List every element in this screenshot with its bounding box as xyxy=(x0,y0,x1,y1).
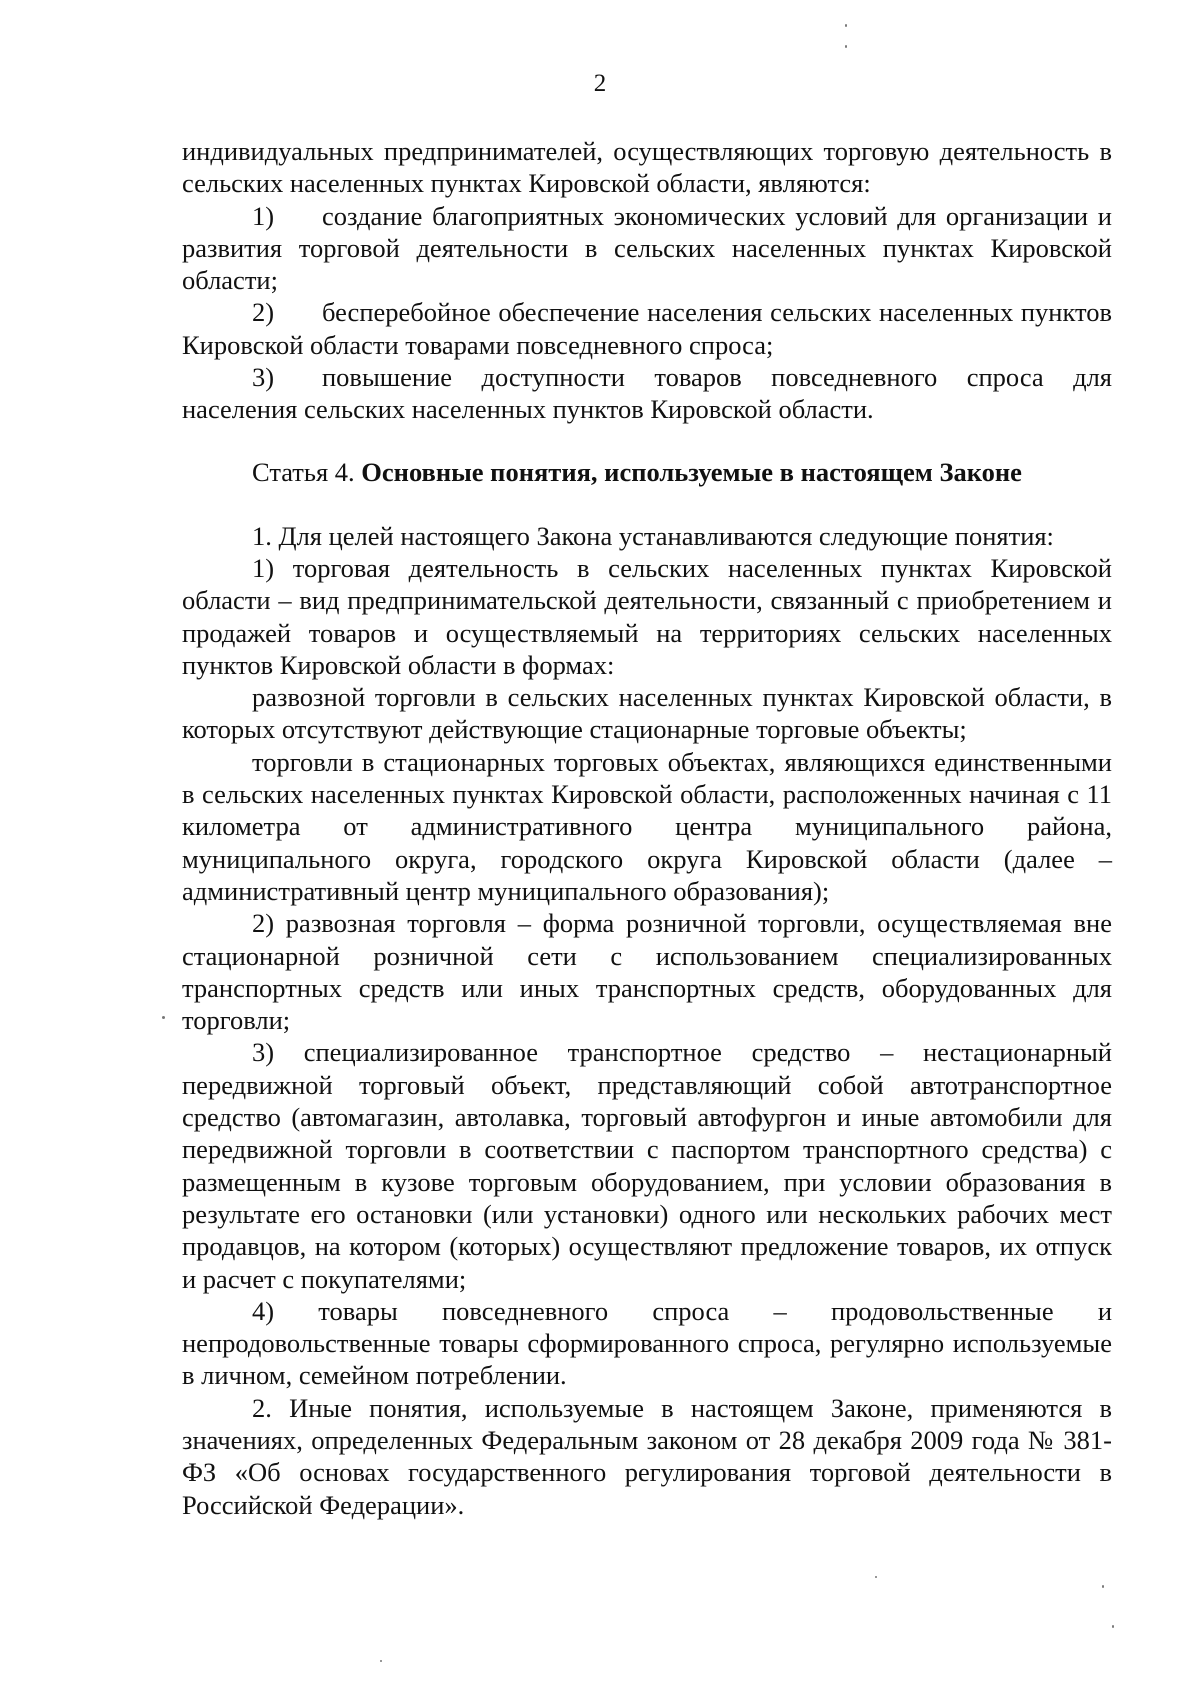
definition-daily-goods: 4) товары повседневного спроса – продовольственные и непродовольственные товары сформированного спроса, регулярно используемые в личном, семейном потреблении. xyxy=(182,1295,1112,1391)
definition-mobile-trade: 2) развозная торговля – форма розничной торговли, осуществляемая вне стационарной розничной сети с использованием специализированных транспортных средств или иных транспортных средств, оборудованных для торговли; xyxy=(182,908,1112,1036)
goal-item-3 xyxy=(182,361,1112,426)
scan-speck xyxy=(875,1576,877,1578)
document-body xyxy=(182,135,1112,1521)
goal-text: бесперебойное обеспечение населения сельских населенных пунктов Кировской области товарами повседневного спроса; xyxy=(182,297,1112,360)
goal-item-1 xyxy=(182,200,1112,297)
goal-text: повышение доступности товаров повседневного спроса для населения сельских населенных пунктов Кировской области. xyxy=(182,362,1112,425)
paragraph-1: 1. Для целей настоящего Закона устанавливаются следующие понятия: xyxy=(252,520,1054,551)
goal-number: 2) xyxy=(252,297,275,328)
form-mobile-trade: развозной торговли в сельских населенных пунктах Кировской области, в которых отсутствуют действующие стационарные торговые объекты; xyxy=(182,682,1112,745)
intro-paragraph: индивидуальных предпринимателей, осуществляющих торговую деятельность в сельских населенных пунктах Кировской области, являются: xyxy=(182,136,1112,199)
scan-speck xyxy=(162,1016,165,1019)
scan-speck xyxy=(1112,1625,1114,1628)
article-prefix: Статья 4. xyxy=(252,456,355,487)
scan-speck xyxy=(845,45,847,48)
goal-number: 1) xyxy=(252,200,275,231)
paragraph-2: 2. Иные понятия, используемые в настоящем Законе, применяются в значениях, определенных Федеральным законом от 28 декабря 2009 года № 381-ФЗ «Об основах государственного регулирования торговой деятельности в Российской Федерации». xyxy=(182,1392,1112,1520)
article-heading xyxy=(182,456,1112,488)
scan-speck xyxy=(380,1660,382,1662)
scan-speck xyxy=(1102,1585,1104,1588)
form-stationary-trade: торговли в стационарных торговых объектах, являющихся единственными в сельских населенных пунктах Кировской области, расположенных начиная с 11 километра от административного центра муниципального района, муниципального округа, городского округа Кировской области (далее – административный центр муниципального образования); xyxy=(182,746,1112,906)
goal-text: создание благоприятных экономических условий для организации и развития торговой деятельности в сельских населенных пунктах Кировской области; xyxy=(182,200,1112,296)
definition-trade-activity: 1) торговая деятельность в сельских населенных пунктах Кировской области – вид предпринимательской деятельности, связанный с приобретением и продажей товаров и осуществляемый на территориях сельских населенных пунктов Кировской области в формах: xyxy=(182,552,1112,680)
article-title: Основные понятия, используемые в настоящем Законе xyxy=(361,456,1022,487)
scan-speck xyxy=(845,24,847,27)
definition-vehicle: 3) специализированное транспортное средство – нестационарный передвижной торговый объект, представляющий собой автотранспортное средство (автомагазин, автолавка, торговый автофургон и иные автомобили для передвижной торговли в соответствии с паспортом транспортного средства) с размещенным в кузове торговым оборудованием, при условии образования в результате его остановки (или установки) одного или нескольких рабочих мест продавцов, на котором (которых) осуществляют предложение товаров, их отпуск и расчет с покупателями; xyxy=(182,1037,1112,1294)
page-number: 2 xyxy=(593,70,607,97)
goal-item-2 xyxy=(182,296,1112,361)
goal-number: 3) xyxy=(252,362,275,393)
